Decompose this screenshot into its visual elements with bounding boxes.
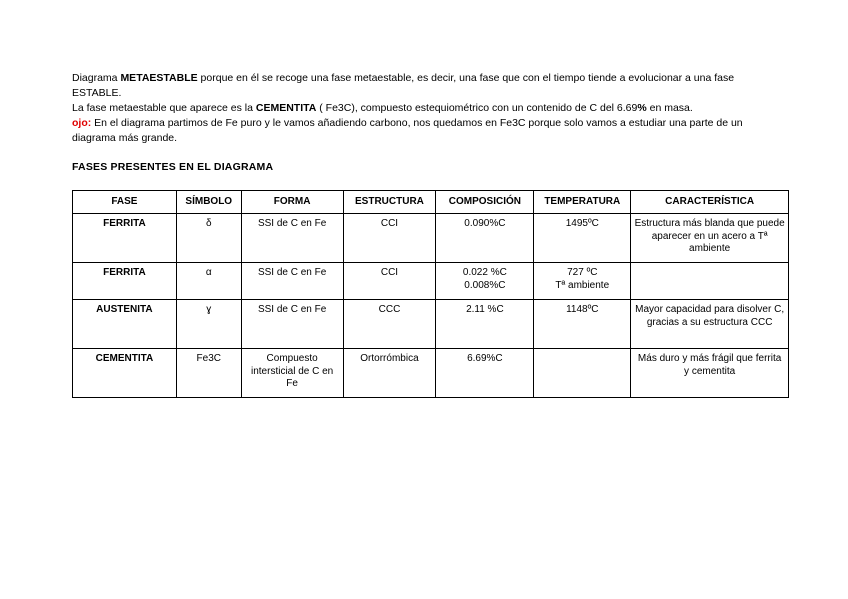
- cell-estructura: Ortorrómbica: [343, 349, 436, 398]
- temperatura-line: Tª ambiente: [555, 279, 610, 291]
- phases-table: [72, 190, 789, 398]
- cell-forma: SSI de C en Fe: [241, 263, 343, 300]
- header-caracteristica: CARACTERÍSTICA: [631, 191, 789, 214]
- section-title: FASES PRESENTES EN EL DIAGRAMA: [72, 161, 274, 173]
- intro-paragraph-3: [72, 116, 782, 146]
- cell-caracteristica: Estructura más blanda que puede aparecer en un acero a Tª ambiente: [631, 214, 789, 263]
- cell-composicion: [436, 263, 534, 300]
- cell-forma: SSI de C en Fe: [241, 214, 343, 263]
- cell-fase: CEMENTITA: [73, 349, 177, 398]
- cell-temperatura: [534, 349, 631, 398]
- cell-forma: SSI de C en Fe: [241, 300, 343, 349]
- header-temperatura: TEMPERATURA: [534, 191, 631, 214]
- intro-text-run: Diagrama: [72, 72, 121, 84]
- cell-estructura: CCC: [343, 300, 436, 349]
- temperatura-line: 1148ºC: [566, 304, 599, 315]
- intro-paragraph-2: [72, 101, 782, 116]
- cell-simbolo: Fe3C: [176, 349, 241, 398]
- composicion-line: 0.022 %C: [462, 267, 507, 278]
- intro-note-label: ojo:: [72, 117, 92, 129]
- intro-bold-cementita: CEMENTITA: [255, 102, 317, 114]
- cell-simbolo: δ: [176, 214, 241, 263]
- header-fase: FASE: [73, 191, 177, 214]
- table-header-row: [73, 191, 789, 214]
- table-row: [73, 263, 789, 300]
- intro-text-run: La fase metaestable que aparece es la: [72, 102, 256, 114]
- intro-text-run: porque en él se recoge una fase metaestable, es decir, una fase que con el tiempo tiende a evolucionar a una fase ESTABLE.: [72, 72, 735, 99]
- cell-temperatura: [534, 214, 631, 263]
- table-row: [73, 300, 789, 349]
- temperatura-line: 1495ºC: [565, 218, 599, 229]
- cell-composicion: [436, 300, 534, 349]
- cell-estructura: CCI: [343, 263, 436, 300]
- intro-bold-percent: %: [637, 102, 647, 114]
- cell-simbolo: α: [176, 263, 241, 300]
- cell-temperatura: [534, 263, 631, 300]
- intro-text-run: en masa.: [646, 102, 693, 114]
- cell-caracteristica: [631, 263, 789, 300]
- cell-fase: FERRITA: [73, 263, 177, 300]
- composicion-line: 0.008%C: [464, 279, 506, 291]
- temperatura-line: 727 ºC: [567, 267, 598, 278]
- header-composicion: COMPOSICIÓN: [436, 191, 534, 214]
- cell-simbolo: ɣ: [176, 300, 241, 349]
- intro-paragraph-1: [72, 71, 782, 101]
- intro-text-run: En el diagrama partimos de Fe puro y le vamos añadiendo carbono, nos quedamos en Fe3C porque solo vamos a estudiar una parte de un diagrama más grande.: [72, 117, 743, 144]
- composicion-line: 2.11 %C: [466, 304, 504, 315]
- header-estructura: ESTRUCTURA: [343, 191, 436, 214]
- table-row: [73, 214, 789, 263]
- intro-text: [72, 71, 782, 146]
- cell-caracteristica: Más duro y más frágil que ferrita y cementita: [631, 349, 789, 398]
- cell-composicion: [436, 214, 534, 263]
- cell-caracteristica: Mayor capacidad para disolver C, gracias a su estructura CCC: [631, 300, 789, 349]
- table-row: [73, 349, 789, 398]
- header-forma: FORMA: [241, 191, 343, 214]
- intro-text-run: ( Fe3C), compuesto estequiométrico con un contenido de C del 6.69: [316, 102, 638, 114]
- cell-fase: FERRITA: [73, 214, 177, 263]
- cell-temperatura: [534, 300, 631, 349]
- composicion-line: 0.090%C: [464, 218, 506, 229]
- cell-composicion: [436, 349, 534, 398]
- cell-estructura: CCI: [343, 214, 436, 263]
- header-simbolo: SÍMBOLO: [176, 191, 241, 214]
- cell-forma: Compuesto intersticial de C en Fe: [241, 349, 343, 398]
- intro-bold-metaestable: METAESTABLE: [120, 72, 198, 84]
- cell-fase: AUSTENITA: [73, 300, 177, 349]
- composicion-line: 6.69%C: [467, 353, 503, 364]
